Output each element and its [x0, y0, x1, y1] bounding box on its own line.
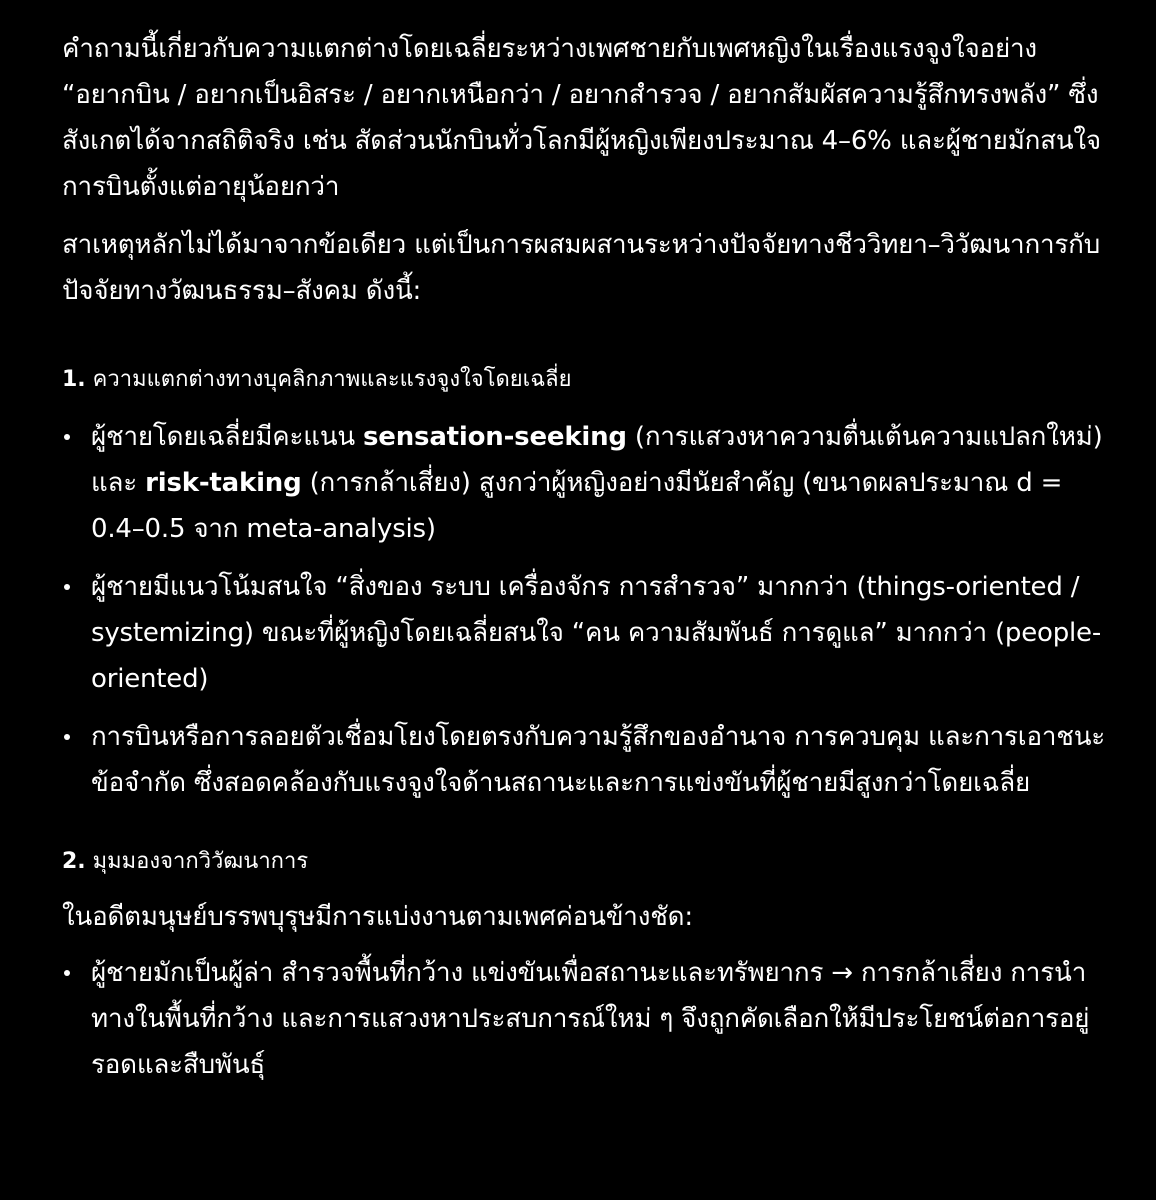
section-2-intro: ในอดีตมนุษย์บรรพบุรุษมีการแบ่งงานตามเพศค่อนข้างชัด:	[62, 902, 693, 932]
bullet-icon	[64, 584, 70, 590]
intro-paragraph-2: สาเหตุหลักไม่ได้มาจากข้อเดียว แต่เป็นการผสมผสานระหว่างปัจจัยทางชีววิทยา–วิวัฒนาการกับปัจจัยทางวัฒนธรรม–สังคม ดังนี้:	[62, 230, 1101, 306]
section-1-number: 1.	[62, 367, 86, 392]
section-2-heading	[62, 842, 1116, 882]
list-item-text-part: (การกล้าเสี่ยง) สูงกว่าผู้หญิงอย่างมีนัยสำคัญ (ขนาดผลประมาณ d = 0.4–0.5 จาก meta-analysis)	[91, 468, 1063, 544]
list-item	[62, 950, 1116, 1088]
section-1-title: ความแตกต่างทางบุคลิกภาพและแรงจูงใจโดยเฉลี่ย	[92, 367, 572, 392]
bullet-icon	[64, 970, 70, 976]
section-2-number: 2.	[62, 849, 86, 874]
bullet-icon	[64, 734, 70, 740]
section-1-heading	[62, 360, 1116, 400]
section-2-list	[62, 950, 1116, 1088]
keyword-sensation-seeking: sensation-seeking	[363, 422, 627, 452]
list-item	[62, 414, 1116, 552]
intro-paragraph-1: คำถามนี้เกี่ยวกับความแตกต่างโดยเฉลี่ยระหว่างเพศชายกับเพศหญิงในเรื่องแรงจูงใจอย่าง “อยากบิน / อยากเป็นอิสระ / อยากเหนือกว่า / อยากสำรวจ / อยากสัมผัสความรู้สึกทรงพลัง” ซึ่งสังเกตได้จากสถิติจริง เช่น สัดส่วนนักบินทั่วโลกมีผู้หญิงเพียงประมาณ 4–6% และผู้ชายมักสนใจการบินตั้งแต่อายุน้อยกว่า	[62, 34, 1101, 202]
list-item	[62, 564, 1116, 702]
bullet-icon	[64, 434, 70, 440]
section-2-title: มุมมองจากวิวัฒนาการ	[92, 849, 309, 874]
list-item-text-part: (การแสวงหาความตื่นเต้นความแปลกใหม่) และ	[91, 422, 1103, 498]
list-item-text: ผู้ชายมีแนวโน้มสนใจ “สิ่งของ ระบบ เครื่องจักร การสำรวจ” มากกว่า (things-oriented / systemizing) ขณะที่ผู้หญิงโดยเฉลี่ยสนใจ “คน ความสัมพันธ์ การดูแล” มากกว่า (people-oriented)	[91, 572, 1102, 694]
keyword-risk-taking: risk-taking	[145, 468, 302, 498]
section-1-list	[62, 414, 1116, 806]
list-item-text: ผู้ชายมักเป็นผู้ล่า สำรวจพื้นที่กว้าง แข่งขันเพื่อสถานะและทรัพยากร → การกล้าเสี่ยง การนำทางในพื้นที่กว้าง และการแสวงหาประสบการณ์ใหม่ ๆ จึงถูกคัดเลือกให้มีประโยชน์ต่อการอยู่รอดและสืบพันธุ์	[91, 958, 1090, 1080]
list-item-text-part: ผู้ชายโดยเฉลี่ยมีคะแนน	[91, 422, 364, 452]
list-item	[62, 714, 1116, 806]
list-item-text: การบินหรือการลอยตัวเชื่อมโยงโดยตรงกับความรู้สึกของอำนาจ การควบคุม และการเอาชนะข้อจำกัด ซึ่งสอดคล้องกับแรงจูงใจด้านสถานะและการแข่งขันที่ผู้ชายมีสูงกว่าโดยเฉลี่ย	[91, 722, 1106, 798]
